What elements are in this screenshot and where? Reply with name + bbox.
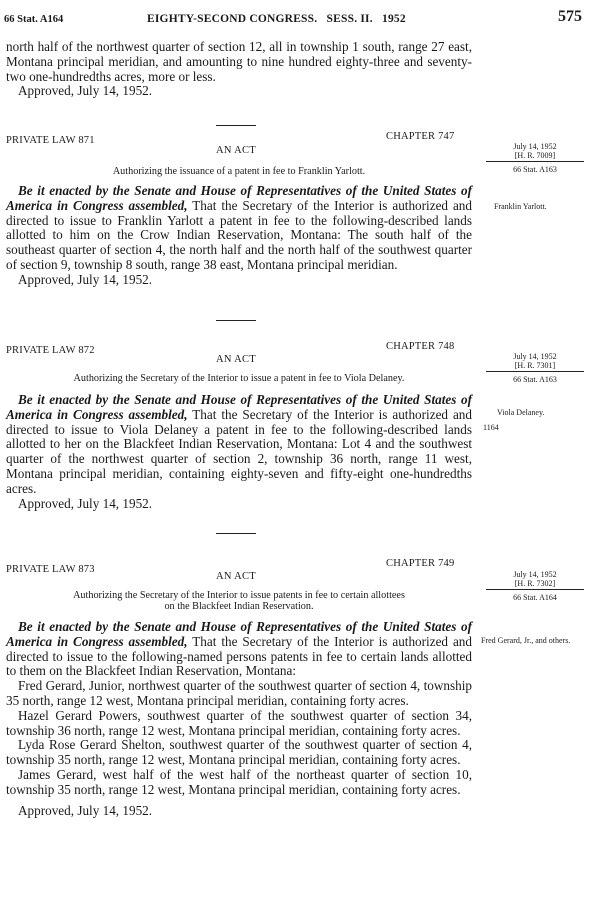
law-871-enacting-clause: Be it enacted by the Senate and House of Representatives of the United States of America in Congress assembled, [6, 183, 472, 213]
law-871-body-text: That the Secretary of the Interior is authorized and directed to issue to Franklin Yarlott a patent in fee to the following-described lands allotted to him on the Crow Indian Reservation, Montana: The south half of the southeast quarter of section 4, the north half and the north half of the southwest quarter of section 9, township 8 south, range 38 east, Montana principal meridian. [6, 197, 472, 272]
law-873-title-line-1: Authorizing the Secretary of the Interior to issue patents in fee to certain allottees [73, 590, 405, 601]
law-872-body [6, 393, 472, 511]
law-873-paragraph: Fred Gerard, Junior, northwest quarter of the southwest quarter of section 4, township 35 north, range 12 west, Montana principal meridian, containing forty acres. [6, 678, 472, 708]
law-871-margin-bill: [H. R. 7009] [514, 151, 556, 160]
law-872-margin-rule [486, 371, 584, 372]
law-871-approved: Approved, July 14, 1952. [18, 271, 153, 287]
law-871-title: Authorizing the issuance of a patent in fee to Franklin Yarlott. [112, 166, 366, 177]
section-divider [216, 533, 256, 534]
law-873-margin-rule [486, 589, 584, 590]
law-873-paragraph: Lyda Rose Gerard Shelton, southwest quarter of the southwest quarter of section 4, township 35 north, range 12 west, Montana principal meridian, containing forty acres. [6, 737, 472, 768]
law-873-number: PRIVATE LAW 873 [6, 564, 95, 575]
law-873-margin-note [480, 570, 590, 602]
law-872-chapter: CHAPTER 748 [386, 341, 455, 352]
continuation-approved: Approved, July 14, 1952. [18, 83, 153, 99]
law-873-margin-date: July 14, 1952 [513, 570, 557, 579]
law-872-margin-bill: [H. R. 7301] [514, 361, 556, 370]
law-872-body-text: That the Secretary of the Interior is authorized and directed to issue to Viola Delaney a patent in fee to the following-described lands allotted to her on the Blackfeet Indian Reservation, Montana: Lot 4 and the southwest quarter of the northwest quarter of section 2, township 36 north, range 11 west, Montana principal meridian, containing eighty-seven and fifty-eight one-hundredths acres. [6, 406, 472, 496]
page-number: 575 [558, 8, 582, 25]
law-873-margin-bill: [H. R. 7302] [514, 579, 556, 588]
law-871-body [6, 184, 472, 288]
law-873-body-text: That the Secretary of the Interior is authorized and directed to issue to the following-named persons patents in fee to certain lands allotted to them on the Blackfeet Indian Reservation, Montana: [6, 633, 472, 679]
law-873-paragraph: Hazel Gerard Powers, southwest quarter of the southwest quarter of section 34, township 36 north, range 12 west, Montana principal meridian, containing forty acres. [6, 707, 472, 738]
law-871-margin-name: Franklin Yarlott. [494, 202, 547, 211]
continuation-block [6, 40, 472, 99]
law-873-chapter: CHAPTER 749 [386, 558, 455, 569]
law-871-margin-rule [486, 161, 584, 162]
law-871-margin-date: July 14, 1952 [513, 142, 557, 151]
section-divider [216, 320, 256, 321]
law-872-enacting-clause: Be it enacted by the Senate and House of Representatives of the United States of America in Congress assembled, [6, 392, 472, 422]
law-873-approved: Approved, July 14, 1952. [18, 802, 153, 818]
law-873-margin-stat: 66 Stat. A164 [513, 593, 557, 602]
law-872-title: Authorizing the Secretary of the Interior to issue a patent in fee to Viola Delaney. [73, 373, 405, 384]
law-872-act-label: AN ACT [216, 354, 257, 365]
law-871-act-label: AN ACT [216, 145, 257, 156]
law-872-margin-extra: 1164 [483, 423, 499, 432]
law-871-number: PRIVATE LAW 871 [6, 135, 95, 146]
law-873-margin-name: Fred Gerard, Jr., and others. [481, 636, 571, 645]
law-872-margin-name: Viola Delaney. [497, 408, 545, 417]
law-872-margin-date: July 14, 1952 [513, 352, 557, 361]
section-divider [216, 125, 256, 126]
running-head-congress: EIGHTY-SECOND CONGRESS. SESS. II. 1952 [147, 13, 406, 25]
running-head-citation: 66 Stat. A164 [4, 14, 64, 25]
running-head [4, 10, 586, 32]
law-873-body [6, 620, 472, 818]
law-872-margin-note [480, 352, 590, 384]
continuation-text: north half of the northwest quarter of section 12, all in township 1 south, range 27 east, Montana principal meridian, and amounting to nine hundred eighty-three and seventy-two one-hundredths acres, more or less. [6, 39, 472, 84]
law-872-margin-stat: 66 Stat. A163 [513, 375, 557, 384]
law-873-enacting-clause: Be it enacted by the Senate and House of Representatives of the United States of America in Congress assembled, [6, 619, 472, 649]
law-873-act-label: AN ACT [216, 571, 257, 582]
law-873-paragraph: James Gerard, west half of the west half of the northeast quarter of section 10, township 35 north, range 12 west, Montana principal meridian, containing forty acres. [6, 766, 472, 797]
law-871-margin-note [480, 142, 590, 174]
law-873-title-line-2: on the Blackfeet Indian Reservation. [164, 601, 314, 612]
law-871-margin-stat: 66 Stat. A163 [513, 165, 557, 174]
law-872-approved: Approved, July 14, 1952. [18, 495, 153, 511]
law-871-chapter: CHAPTER 747 [386, 131, 455, 142]
law-872-number: PRIVATE LAW 872 [6, 345, 95, 356]
